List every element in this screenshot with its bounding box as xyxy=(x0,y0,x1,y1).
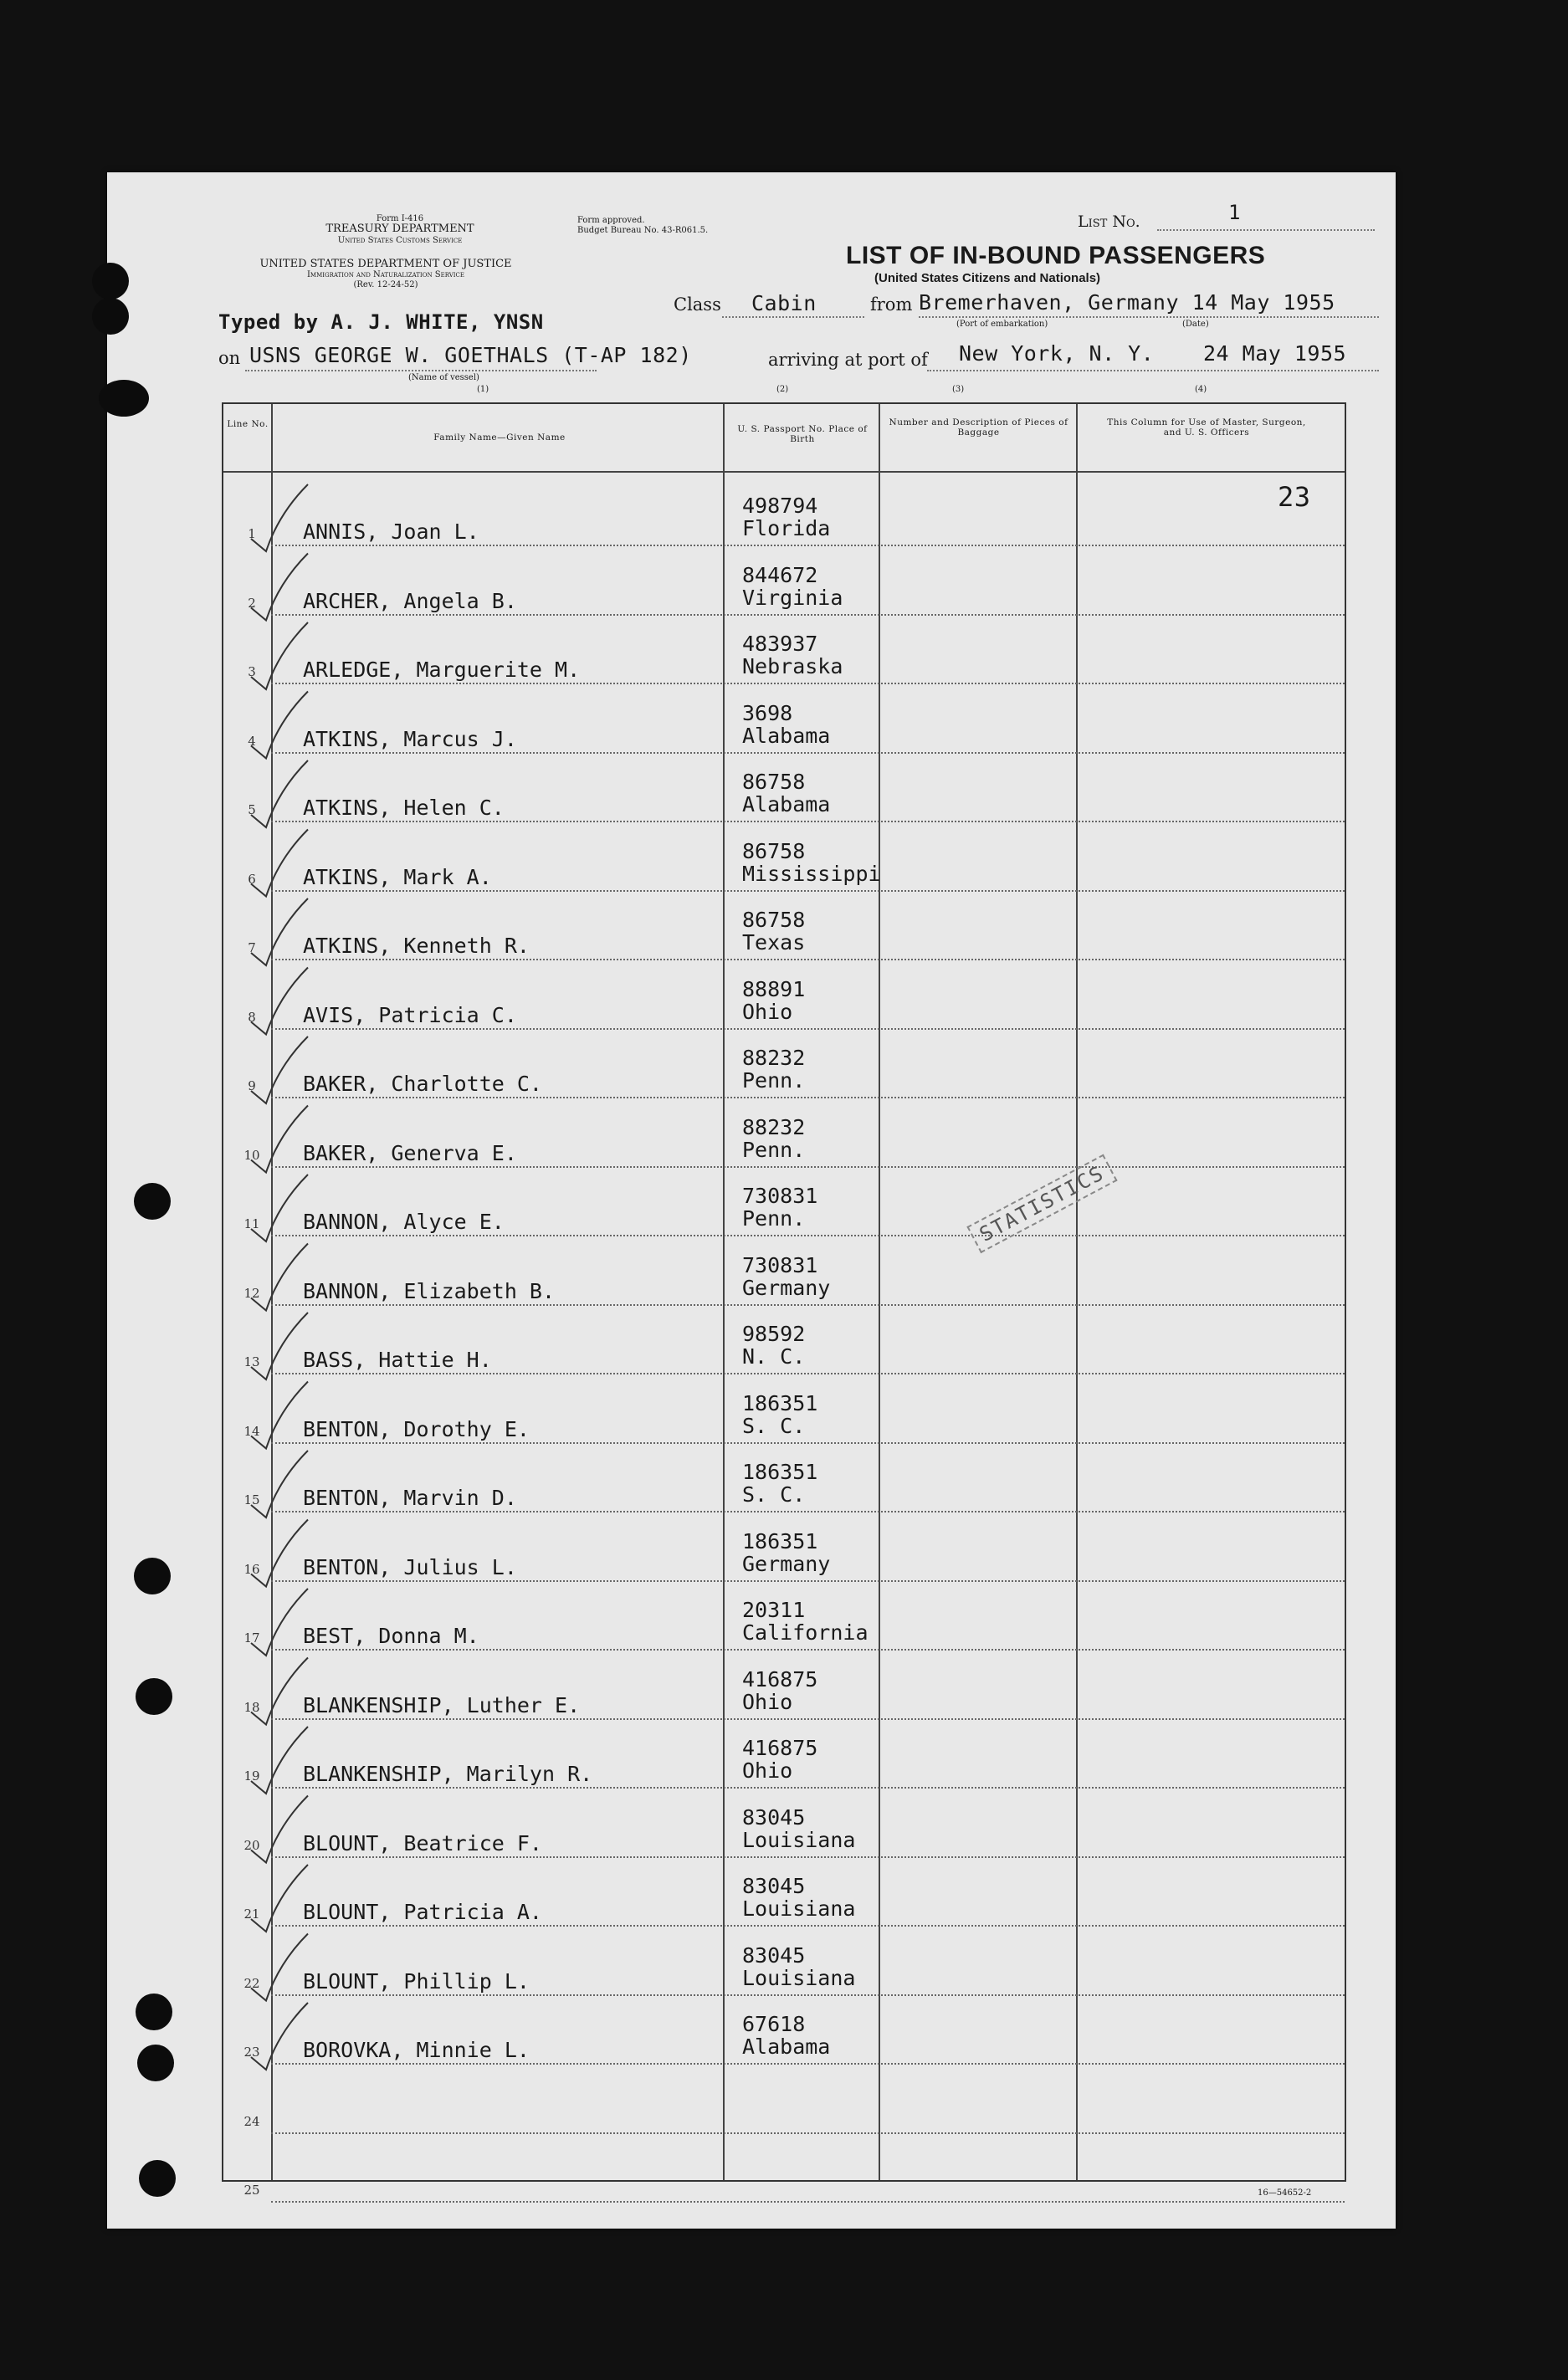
line-number: 1 xyxy=(248,526,256,541)
check-mark xyxy=(251,692,308,759)
customs-service: United States Customs Service xyxy=(337,236,463,245)
embarkation-value: Bremerhaven, Germany 14 May 1955 xyxy=(919,290,1335,315)
check-mark xyxy=(251,1865,308,1932)
check-mark xyxy=(251,1036,308,1103)
passenger-name: BEST, Donna M. xyxy=(303,1624,479,1648)
passenger-name: BLANKENSHIP, Marilyn R. xyxy=(303,1762,593,1786)
form-approved: Form approved. xyxy=(577,216,645,225)
passport-number: 186351 xyxy=(742,1460,818,1484)
passenger-name: ATKINS, Helen C. xyxy=(303,796,505,820)
place-of-birth: Louisiana xyxy=(742,1896,856,1921)
check-mark xyxy=(251,622,308,689)
manifest-page xyxy=(107,172,1396,2229)
place-of-birth: California xyxy=(742,1620,869,1645)
page-title: LIST OF IN-BOUND PASSENGERS xyxy=(846,242,1266,269)
passport-number: 83045 xyxy=(742,1804,806,1830)
line-number: 14 xyxy=(243,1423,260,1439)
check-mark xyxy=(251,830,308,897)
passport-number: 88891 xyxy=(742,976,806,1001)
line-number: 23 xyxy=(243,2045,260,2060)
passenger-name: ARLEDGE, Marguerite M. xyxy=(303,658,581,682)
passport-number: 20311 xyxy=(742,1598,806,1622)
check-mark xyxy=(251,1451,308,1518)
date-caption: (Date) xyxy=(1182,320,1209,329)
passenger-name: BENTON, Julius L. xyxy=(303,1554,517,1579)
check-mark xyxy=(251,1244,308,1311)
passenger-name: BENTON, Marvin D. xyxy=(303,1486,517,1510)
class-label: Class xyxy=(674,294,721,315)
vessel-name: USNS GEORGE W. GOETHALS (T-AP 182) xyxy=(249,343,692,367)
place-of-birth: Alabama xyxy=(742,2035,831,2059)
pencil-check-marks xyxy=(107,172,1396,2229)
justice-dept: UNITED STATES DEPARTMENT OF JUSTICE xyxy=(259,258,512,270)
list-no-value: 1 xyxy=(1228,201,1241,224)
line-number: 9 xyxy=(248,1078,256,1093)
passenger-name: AVIS, Patricia C. xyxy=(303,1002,517,1027)
check-mark xyxy=(251,554,308,621)
line-number: 4 xyxy=(248,733,256,749)
line-number: 24 xyxy=(243,2113,260,2129)
col-baggage: Number and Description of Pieces of Baggage xyxy=(889,417,1068,438)
place-of-birth: Alabama xyxy=(742,723,831,748)
place-of-birth: Ohio xyxy=(742,1758,793,1783)
check-mark xyxy=(251,1175,308,1241)
vessel-caption: (Name of vessel) xyxy=(408,373,479,382)
place-of-birth: Louisiana xyxy=(742,1965,856,1990)
line-number: 22 xyxy=(243,1975,260,1991)
line-number: 2 xyxy=(248,595,256,611)
passport-number: 98592 xyxy=(742,1322,806,1346)
check-mark xyxy=(251,898,308,965)
check-mark xyxy=(251,760,308,827)
passport-number: 483937 xyxy=(742,632,818,656)
check-mark xyxy=(251,1934,308,2001)
passenger-name: ANNIS, Joan L. xyxy=(303,520,479,544)
passenger-name: BLOUNT, Patricia A. xyxy=(303,1900,542,1924)
place-of-birth: Germany xyxy=(742,1551,831,1576)
place-of-birth: N. C. xyxy=(742,1344,806,1369)
line-number: 17 xyxy=(243,1630,260,1646)
check-mark xyxy=(251,484,308,551)
passenger-name: BOROVKA, Minnie L. xyxy=(303,2038,530,2062)
passenger-name: ATKINS, Marcus J. xyxy=(303,726,517,751)
line-number: 5 xyxy=(248,802,256,817)
col-name: Family Name—Given Name xyxy=(433,432,566,443)
line-number: 21 xyxy=(243,1907,260,1922)
passport-number: 86758 xyxy=(742,908,806,932)
passport-number: 186351 xyxy=(742,1390,818,1415)
place-of-birth: Texas xyxy=(742,930,806,955)
check-mark xyxy=(251,1727,308,1794)
caption-1: (1) xyxy=(477,385,489,394)
arrival-port: New York, N. Y. xyxy=(959,341,1155,366)
class-value: Cabin xyxy=(751,291,817,315)
passenger-name: BLOUNT, Beatrice F. xyxy=(303,1830,542,1855)
place-of-birth: Ohio xyxy=(742,999,793,1024)
passenger-name: BANNON, Elizabeth B. xyxy=(303,1278,556,1303)
page-subtitle: (United States Citizens and Nationals) xyxy=(874,271,1101,285)
place-of-birth: Nebraska xyxy=(742,654,843,678)
line-number: 12 xyxy=(243,1285,260,1301)
caption-4: (4) xyxy=(1195,385,1207,394)
passport-number: 86758 xyxy=(742,838,806,863)
col-line-no: Line No. xyxy=(227,419,269,429)
place-of-birth: Alabama xyxy=(742,792,831,816)
check-mark xyxy=(251,1589,308,1656)
passport-number: 498794 xyxy=(742,494,818,518)
place-of-birth: Germany xyxy=(742,1275,831,1300)
caption-2: (2) xyxy=(776,385,789,394)
check-mark xyxy=(251,1313,308,1379)
line-number: 20 xyxy=(243,1837,260,1853)
line-number: 3 xyxy=(248,664,256,679)
check-mark xyxy=(251,1106,308,1173)
passport-number: 88232 xyxy=(742,1046,806,1070)
check-mark xyxy=(251,1796,308,1863)
caption-3: (3) xyxy=(952,385,965,394)
budget-bureau: Budget Bureau No. 43-R061.5. xyxy=(577,226,709,235)
line-number: 16 xyxy=(243,1561,260,1577)
passenger-name: ATKINS, Mark A. xyxy=(303,864,492,889)
passport-number: 83045 xyxy=(742,1942,806,1968)
on-label: on xyxy=(218,348,241,368)
passport-number: 416875 xyxy=(742,1736,818,1760)
passport-number: 844672 xyxy=(742,562,818,587)
passenger-name: BLANKENSHIP, Luther E. xyxy=(303,1692,581,1717)
passport-number: 416875 xyxy=(742,1666,818,1692)
passport-number: 186351 xyxy=(742,1528,818,1553)
line-number: 25 xyxy=(243,2183,260,2198)
line-number: 18 xyxy=(243,1699,260,1715)
from-label: from xyxy=(870,294,913,315)
col-passport: U. S. Passport No. Place of Birth xyxy=(737,424,868,444)
passport-number: 3698 xyxy=(742,700,793,725)
typed-by: Typed by A. J. WHITE, YNSN xyxy=(218,310,544,334)
check-mark xyxy=(251,1382,308,1449)
place-of-birth: Penn. xyxy=(742,1137,806,1162)
check-mark xyxy=(251,1520,308,1587)
arrival-date: 24 May 1955 xyxy=(1203,341,1347,366)
line-number: 15 xyxy=(243,1492,260,1507)
place-of-birth: Ohio xyxy=(742,1689,793,1714)
passport-number: 730831 xyxy=(742,1252,818,1277)
line-number: 8 xyxy=(248,1009,256,1025)
officer-note: 23 xyxy=(1278,481,1311,513)
passenger-name: BASS, Hattie H. xyxy=(303,1348,492,1372)
passenger-name: BAKER, Generva E. xyxy=(303,1140,517,1165)
port-embarkation-caption: (Port of embarkation) xyxy=(956,320,1048,329)
line-number: 13 xyxy=(243,1354,260,1369)
check-mark xyxy=(251,1658,308,1725)
passport-number: 86758 xyxy=(742,770,806,794)
line-number: 10 xyxy=(243,1147,260,1163)
list-no-label: List No. xyxy=(1078,212,1140,231)
passenger-name: BANNON, Alyce E. xyxy=(303,1210,505,1234)
form-number: Form I-416 xyxy=(376,214,424,223)
passenger-name: ARCHER, Angela B. xyxy=(303,588,517,613)
place-of-birth: Florida xyxy=(742,516,831,540)
col-officers: This Column for Use of Master, Surgeon, and U. S. Officers xyxy=(1107,417,1306,438)
revision-date: (Rev. 12-24-52) xyxy=(353,280,418,289)
passport-number: 83045 xyxy=(742,1874,806,1898)
passport-number: 730831 xyxy=(742,1184,818,1208)
place-of-birth: Louisiana xyxy=(742,1827,856,1852)
passenger-name: BAKER, Charlotte C. xyxy=(303,1072,542,1096)
ins-service: Immigration and Naturalization Service xyxy=(306,270,465,279)
passport-number: 67618 xyxy=(742,2012,806,2036)
place-of-birth: Penn. xyxy=(742,1206,806,1231)
check-mark xyxy=(251,2003,308,2070)
line-number: 6 xyxy=(248,871,256,887)
passenger-name: BENTON, Dorothy E. xyxy=(303,1416,530,1441)
line-number: 19 xyxy=(243,1768,260,1784)
place-of-birth: S. C. xyxy=(742,1413,806,1438)
place-of-birth: Penn. xyxy=(742,1068,806,1093)
place-of-birth: S. C. xyxy=(742,1482,806,1507)
passport-number: 88232 xyxy=(742,1114,806,1139)
passenger-name: BLOUNT, Phillip L. xyxy=(303,1968,530,1994)
footer-code: 16—54652-2 xyxy=(1258,2188,1312,2198)
statistics-stamp: STATISTICS xyxy=(966,1154,1117,1253)
arriving-label: arriving at port of xyxy=(768,350,928,370)
line-number: 7 xyxy=(248,940,256,955)
passenger-name: ATKINS, Kenneth R. xyxy=(303,934,530,958)
treasury-dept: TREASURY DEPARTMENT xyxy=(325,223,474,235)
place-of-birth: Mississippi xyxy=(742,861,881,886)
place-of-birth: Virginia xyxy=(742,585,843,610)
check-mark xyxy=(251,968,308,1035)
line-number: 11 xyxy=(243,1216,260,1231)
